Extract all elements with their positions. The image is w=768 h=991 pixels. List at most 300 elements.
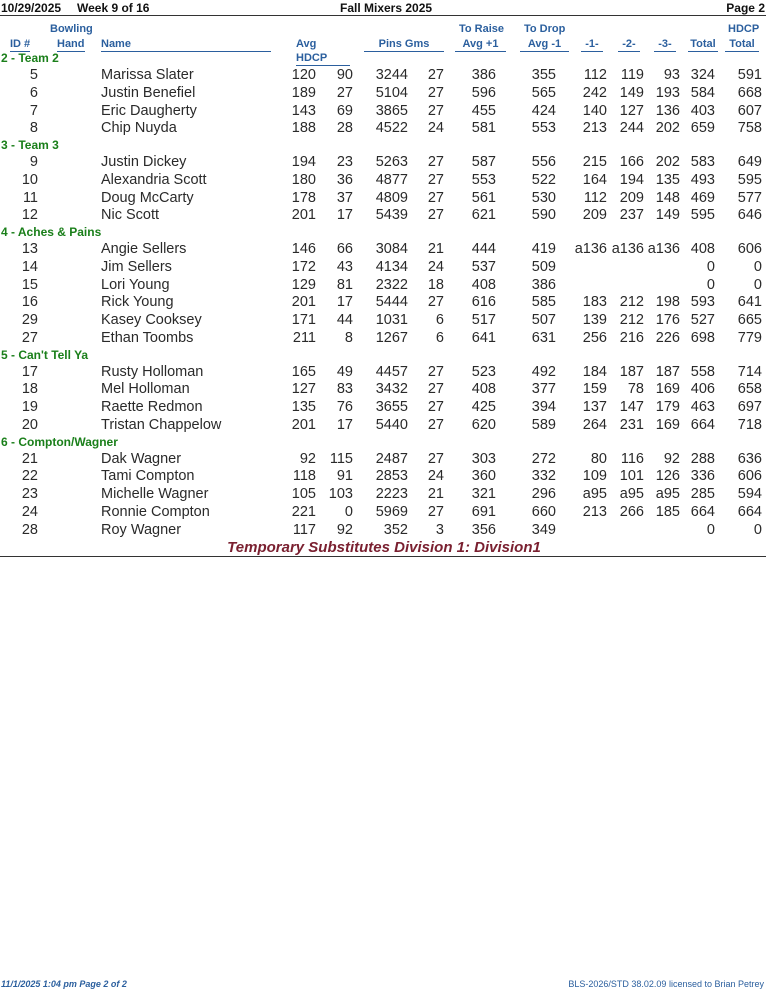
to-raise-avg: 523 <box>471 363 496 380</box>
game-2-score: 244 <box>619 120 644 137</box>
to-raise-avg: 561 <box>471 189 496 206</box>
series-total: 324 <box>690 67 715 83</box>
player-row <box>0 522 768 540</box>
player-name: Justin Benefiel <box>101 84 196 101</box>
to-raise-avg: 620 <box>471 416 496 433</box>
player-average: 201 <box>291 207 316 224</box>
to-raise-avg: 691 <box>471 503 496 520</box>
player-name: Rick Young <box>101 294 174 311</box>
game-1-score: 213 <box>582 503 607 520</box>
player-pins: 1031 <box>375 312 408 328</box>
player-name: Eric Daugherty <box>101 102 197 119</box>
handicap-total: 658 <box>737 381 762 398</box>
game-3-score: 202 <box>655 154 680 170</box>
team-heading: 2 - Team 2 <box>1 51 59 65</box>
to-drop-avg: 424 <box>531 102 556 119</box>
col-hdcp-label: HDCP <box>728 23 760 35</box>
player-row <box>0 504 768 522</box>
series-total: 659 <box>690 120 715 137</box>
player-pins: 5439 <box>375 207 408 224</box>
to-drop-avg: 394 <box>531 399 556 415</box>
player-games: 6 <box>435 312 444 328</box>
player-games: 27 <box>427 416 444 433</box>
game-3-score: 193 <box>655 84 680 101</box>
handicap-total: 668 <box>737 84 762 101</box>
player-id: 22 <box>21 468 38 485</box>
game-2-score: 116 <box>620 450 644 467</box>
game-3-score: a95 <box>655 486 680 502</box>
player-id: 29 <box>21 312 38 328</box>
player-average: 118 <box>292 468 316 485</box>
to-drop-avg: 296 <box>531 486 556 502</box>
series-total: 593 <box>690 294 715 311</box>
player-handicap: 66 <box>336 241 353 257</box>
game-3-score: 169 <box>655 416 680 433</box>
to-drop-avg: 590 <box>531 207 556 224</box>
series-total: 664 <box>690 503 715 520</box>
series-total: 0 <box>706 258 715 275</box>
player-pins: 4457 <box>375 363 408 380</box>
player-handicap: 23 <box>336 154 353 170</box>
player-id: 18 <box>21 381 38 398</box>
to-raise-avg: 616 <box>471 294 496 311</box>
player-handicap: 83 <box>336 381 353 398</box>
player-games: 27 <box>427 450 444 467</box>
player-pins: 4522 <box>375 120 408 137</box>
game-1-score: 183 <box>582 294 607 311</box>
game-3-score: 93 <box>663 67 680 83</box>
player-average: 117 <box>292 521 316 538</box>
handicap-total: 714 <box>737 363 762 380</box>
series-total: 336 <box>690 468 715 485</box>
player-id: 12 <box>21 207 38 224</box>
player-average: 120 <box>291 67 316 83</box>
player-average: 127 <box>291 381 316 398</box>
player-row <box>0 277 768 295</box>
handicap-total: 665 <box>737 312 762 328</box>
player-name: Marissa Slater <box>101 67 194 83</box>
player-handicap: 43 <box>336 258 353 275</box>
game-2-score: 78 <box>627 381 644 398</box>
game-1-score: 159 <box>582 381 607 398</box>
player-name: Kasey Cooksey <box>101 312 202 328</box>
game-2-score: 212 <box>619 312 644 328</box>
game-3-score: 135 <box>655 171 680 188</box>
player-name: Nic Scott <box>101 207 160 224</box>
player-id: 16 <box>21 294 38 311</box>
game-3-score: 126 <box>655 468 680 485</box>
to-drop-avg: 507 <box>531 312 556 328</box>
bottom-rule <box>0 556 766 557</box>
col-hdcp-total: Total <box>725 37 759 52</box>
player-id: 5 <box>29 67 38 83</box>
player-name: Rusty Holloman <box>101 363 204 380</box>
player-games: 27 <box>427 154 444 170</box>
game-1-score: 112 <box>583 67 607 83</box>
player-pins: 1267 <box>375 329 408 346</box>
game-1-score: a95 <box>582 486 607 502</box>
game-2-score: 187 <box>619 363 644 380</box>
player-handicap: 17 <box>336 207 353 224</box>
game-3-score: 198 <box>655 294 680 311</box>
col-avg-plus: Avg +1 <box>455 37 506 52</box>
game-2-score: a136 <box>611 241 644 257</box>
player-pins: 5263 <box>375 154 408 170</box>
handicap-total: 646 <box>737 207 762 224</box>
player-handicap: 81 <box>336 276 353 293</box>
to-raise-avg: 641 <box>471 329 496 346</box>
player-games: 18 <box>427 276 444 293</box>
page-number: Page 2 <box>726 1 765 15</box>
to-drop-avg: 589 <box>531 416 556 433</box>
col-game2: -2- <box>618 37 640 52</box>
col-bowling: Bowling <box>50 23 93 35</box>
game-3-score: 187 <box>655 363 680 380</box>
player-pins: 352 <box>383 521 408 538</box>
handicap-total: 606 <box>737 468 762 485</box>
game-2-score: 212 <box>619 294 644 311</box>
player-id: 13 <box>21 241 38 257</box>
player-handicap: 69 <box>336 102 353 119</box>
player-games: 27 <box>427 67 444 83</box>
game-1-score: 139 <box>582 312 607 328</box>
series-total: 527 <box>690 312 715 328</box>
player-games: 27 <box>427 189 444 206</box>
handicap-total: 0 <box>753 258 762 275</box>
col-avg-hdcp: Avg HDCP <box>296 37 350 66</box>
player-name: Roy Wagner <box>101 521 182 538</box>
player-row <box>0 468 768 486</box>
series-total: 469 <box>690 189 715 206</box>
to-raise-avg: 425 <box>471 399 496 415</box>
player-id: 14 <box>21 258 38 275</box>
game-1-score: 256 <box>582 329 607 346</box>
player-id: 23 <box>21 486 38 502</box>
player-games: 27 <box>427 381 444 398</box>
game-3-score: 202 <box>655 120 680 137</box>
player-pins: 4809 <box>375 189 408 206</box>
player-pins: 4134 <box>375 258 408 275</box>
game-3-score: 185 <box>655 503 680 520</box>
player-id: 7 <box>29 102 38 119</box>
series-total: 408 <box>690 241 715 257</box>
handicap-total: 577 <box>737 189 762 206</box>
player-games: 27 <box>427 102 444 119</box>
player-name: Justin Dickey <box>101 154 187 170</box>
to-drop-avg: 492 <box>531 363 556 380</box>
player-average: 165 <box>291 363 316 380</box>
player-average: 105 <box>291 486 316 502</box>
player-games: 27 <box>427 84 444 101</box>
player-row <box>0 172 768 190</box>
player-pins: 4877 <box>375 171 408 188</box>
series-total: 584 <box>690 84 715 101</box>
to-drop-avg: 419 <box>531 241 556 257</box>
game-1-score: 209 <box>582 207 607 224</box>
player-games: 24 <box>427 120 444 137</box>
player-games: 6 <box>435 329 444 346</box>
player-row <box>0 330 768 348</box>
player-handicap: 115 <box>329 450 353 467</box>
player-row <box>0 294 768 312</box>
player-id: 10 <box>21 171 38 188</box>
player-average: 146 <box>291 241 316 257</box>
player-average: 221 <box>291 503 316 520</box>
player-average: 171 <box>291 312 316 328</box>
player-name: Lori Young <box>101 276 170 293</box>
player-handicap: 17 <box>336 294 353 311</box>
player-handicap: 91 <box>336 468 353 485</box>
report-date: 10/29/2025 <box>1 1 62 15</box>
player-name: Tami Compton <box>101 468 195 485</box>
player-games: 27 <box>427 503 444 520</box>
player-pins: 5444 <box>375 294 408 311</box>
to-raise-avg: 621 <box>471 207 496 224</box>
to-raise-avg: 537 <box>471 258 496 275</box>
player-row <box>0 67 768 85</box>
player-average: 178 <box>291 189 316 206</box>
player-average: 201 <box>291 416 316 433</box>
col-game1: -1- <box>581 37 603 52</box>
player-id: 27 <box>21 329 38 346</box>
player-handicap: 92 <box>336 521 353 538</box>
handicap-total: 718 <box>737 416 762 433</box>
game-3-score: 148 <box>655 189 680 206</box>
game-1-score: 140 <box>582 102 607 119</box>
footer-license: BLS-2026/STD 38.02.09 licensed to Brian Petrey <box>568 979 764 989</box>
to-raise-avg: 360 <box>471 468 496 485</box>
game-3-score: 176 <box>655 312 680 328</box>
to-drop-avg: 509 <box>531 258 556 275</box>
player-average: 211 <box>292 329 316 346</box>
player-average: 201 <box>291 294 316 311</box>
col-game3: -3- <box>654 37 676 52</box>
player-average: 129 <box>291 276 316 293</box>
handicap-total: 664 <box>737 503 762 520</box>
game-2-score: a95 <box>619 486 644 502</box>
player-handicap: 17 <box>336 416 353 433</box>
handicap-total: 758 <box>737 120 762 137</box>
series-total: 288 <box>690 450 715 467</box>
team-heading: 6 - Compton/Wagner <box>1 434 118 449</box>
player-id: 8 <box>29 120 38 137</box>
handicap-total: 0 <box>753 276 762 293</box>
player-row <box>0 103 768 121</box>
handicap-total: 607 <box>737 102 762 119</box>
player-pins: 3655 <box>375 399 408 415</box>
player-row <box>0 451 768 469</box>
game-3-score: 136 <box>655 102 680 119</box>
player-games: 21 <box>427 486 444 502</box>
series-total: 0 <box>706 521 715 538</box>
player-pins: 2487 <box>375 450 408 467</box>
col-to-raise: To Raise <box>459 23 505 35</box>
player-row <box>0 154 768 172</box>
player-pins: 3244 <box>375 67 408 83</box>
series-total: 583 <box>690 154 715 170</box>
player-pins: 2853 <box>375 468 408 485</box>
to-raise-avg: 455 <box>471 102 496 119</box>
league-title: Fall Mixers 2025 <box>340 1 433 15</box>
game-3-score: 169 <box>655 381 680 398</box>
col-total: Total <box>688 37 718 52</box>
player-average: 92 <box>299 450 316 467</box>
to-drop-avg: 565 <box>531 84 556 101</box>
to-drop-avg: 660 <box>531 503 556 520</box>
to-raise-avg: 321 <box>471 486 496 502</box>
game-1-score: 109 <box>582 468 607 485</box>
team-heading: 4 - Aches & Pains <box>1 225 102 239</box>
handicap-total: 697 <box>737 399 762 415</box>
col-pins-gms: Pins Gms <box>364 37 444 52</box>
game-2-score: 237 <box>619 207 644 224</box>
player-id: 6 <box>29 84 38 101</box>
player-row <box>0 120 768 138</box>
player-pins: 5969 <box>375 503 408 520</box>
to-drop-avg: 332 <box>531 468 556 485</box>
handicap-total: 595 <box>737 171 762 188</box>
player-handicap: 49 <box>336 363 353 380</box>
game-1-score: 137 <box>582 399 607 415</box>
to-drop-avg: 585 <box>531 294 556 311</box>
series-total: 406 <box>690 381 715 398</box>
player-average: 172 <box>291 258 316 275</box>
series-total: 403 <box>690 102 715 119</box>
handicap-total: 779 <box>737 329 762 346</box>
series-total: 463 <box>690 399 715 415</box>
player-name: Jim Sellers <box>101 258 172 275</box>
game-1-score: 215 <box>582 154 607 170</box>
to-drop-avg: 522 <box>531 171 556 188</box>
game-1-score: 264 <box>582 416 607 433</box>
game-2-score: 216 <box>619 329 644 346</box>
player-row <box>0 241 768 259</box>
player-games: 27 <box>427 363 444 380</box>
game-2-score: 231 <box>619 416 644 433</box>
player-name: Ethan Toombs <box>101 329 194 346</box>
player-pins: 3084 <box>375 241 408 257</box>
series-total: 285 <box>690 486 715 502</box>
player-games: 3 <box>435 521 444 538</box>
player-row <box>0 207 768 225</box>
handicap-total: 591 <box>737 67 762 83</box>
game-3-score: a136 <box>647 241 680 257</box>
player-pins: 2223 <box>375 486 408 502</box>
to-raise-avg: 303 <box>471 450 496 467</box>
col-hand: Hand <box>57 38 85 50</box>
series-total: 698 <box>690 329 715 346</box>
col-to-drop: To Drop <box>524 23 566 35</box>
to-raise-avg: 356 <box>471 521 496 538</box>
player-id: 20 <box>21 416 38 433</box>
player-id: 19 <box>21 399 38 415</box>
player-name: Doug McCarty <box>101 189 194 206</box>
game-1-score: 112 <box>583 189 607 206</box>
handicap-total: 0 <box>753 521 762 538</box>
to-drop-avg: 272 <box>531 450 556 467</box>
to-drop-avg: 553 <box>531 120 556 137</box>
player-row <box>0 417 768 435</box>
player-handicap: 28 <box>336 120 353 137</box>
player-name: Michelle Wagner <box>101 486 209 502</box>
player-name: Chip Nuyda <box>101 120 177 137</box>
game-2-score: 266 <box>619 503 644 520</box>
player-handicap: 90 <box>336 67 353 83</box>
player-average: 135 <box>291 399 316 415</box>
footer-timestamp: 11/1/2025 1:04 pm Page 2 of 2 <box>1 979 127 989</box>
series-total: 0 <box>706 276 715 293</box>
player-games: 27 <box>427 294 444 311</box>
game-2-score: 194 <box>619 171 644 188</box>
player-pins: 5104 <box>375 84 408 101</box>
to-drop-avg: 386 <box>531 276 556 293</box>
col-name: Name <box>101 37 271 52</box>
game-1-score: 242 <box>582 84 607 101</box>
player-id: 21 <box>21 450 38 467</box>
player-pins: 3432 <box>375 381 408 398</box>
player-row <box>0 259 768 277</box>
game-1-score: 80 <box>590 450 607 467</box>
to-drop-avg: 349 <box>531 521 556 538</box>
player-row <box>0 190 768 208</box>
player-handicap: 27 <box>336 84 353 101</box>
to-raise-avg: 596 <box>471 84 496 101</box>
player-average: 143 <box>291 102 316 119</box>
player-handicap: 103 <box>328 486 353 502</box>
player-games: 27 <box>427 399 444 415</box>
game-2-score: 166 <box>619 154 644 170</box>
player-row <box>0 312 768 330</box>
team-heading: 5 - Can't Tell Ya <box>1 347 89 362</box>
game-2-score: 127 <box>619 102 644 119</box>
player-id: 17 <box>21 363 38 380</box>
player-games: 27 <box>427 207 444 224</box>
game-2-score: 119 <box>620 67 644 83</box>
to-drop-avg: 377 <box>531 381 556 398</box>
to-raise-avg: 386 <box>471 67 496 83</box>
series-total: 493 <box>690 171 715 188</box>
player-handicap: 37 <box>336 189 353 206</box>
game-1-score: a136 <box>574 241 607 257</box>
player-average: 194 <box>291 154 316 170</box>
to-drop-avg: 530 <box>531 189 556 206</box>
player-handicap: 8 <box>344 329 353 346</box>
player-games: 24 <box>427 468 444 485</box>
to-raise-avg: 408 <box>471 381 496 398</box>
player-name: Angie Sellers <box>101 241 187 257</box>
player-handicap: 76 <box>336 399 353 415</box>
to-drop-avg: 355 <box>531 67 556 83</box>
col-avg-minus: Avg -1 <box>520 37 569 52</box>
player-row <box>0 399 768 417</box>
player-handicap: 36 <box>336 171 353 188</box>
team-heading: 3 - Team 3 <box>1 138 59 152</box>
player-average: 188 <box>291 120 316 137</box>
game-3-score: 226 <box>655 329 680 346</box>
player-handicap: 0 <box>344 503 353 520</box>
to-drop-avg: 631 <box>531 329 556 346</box>
game-2-score: 147 <box>619 399 644 415</box>
series-total: 558 <box>690 363 715 380</box>
to-raise-avg: 444 <box>471 241 496 257</box>
handicap-total: 594 <box>737 486 762 502</box>
player-id: 9 <box>29 154 38 170</box>
week-label: Week 9 of 16 <box>77 1 150 15</box>
to-raise-avg: 408 <box>471 276 496 293</box>
header-rule <box>0 15 766 16</box>
game-1-score: 164 <box>582 171 607 188</box>
col-id: ID # <box>10 38 31 50</box>
